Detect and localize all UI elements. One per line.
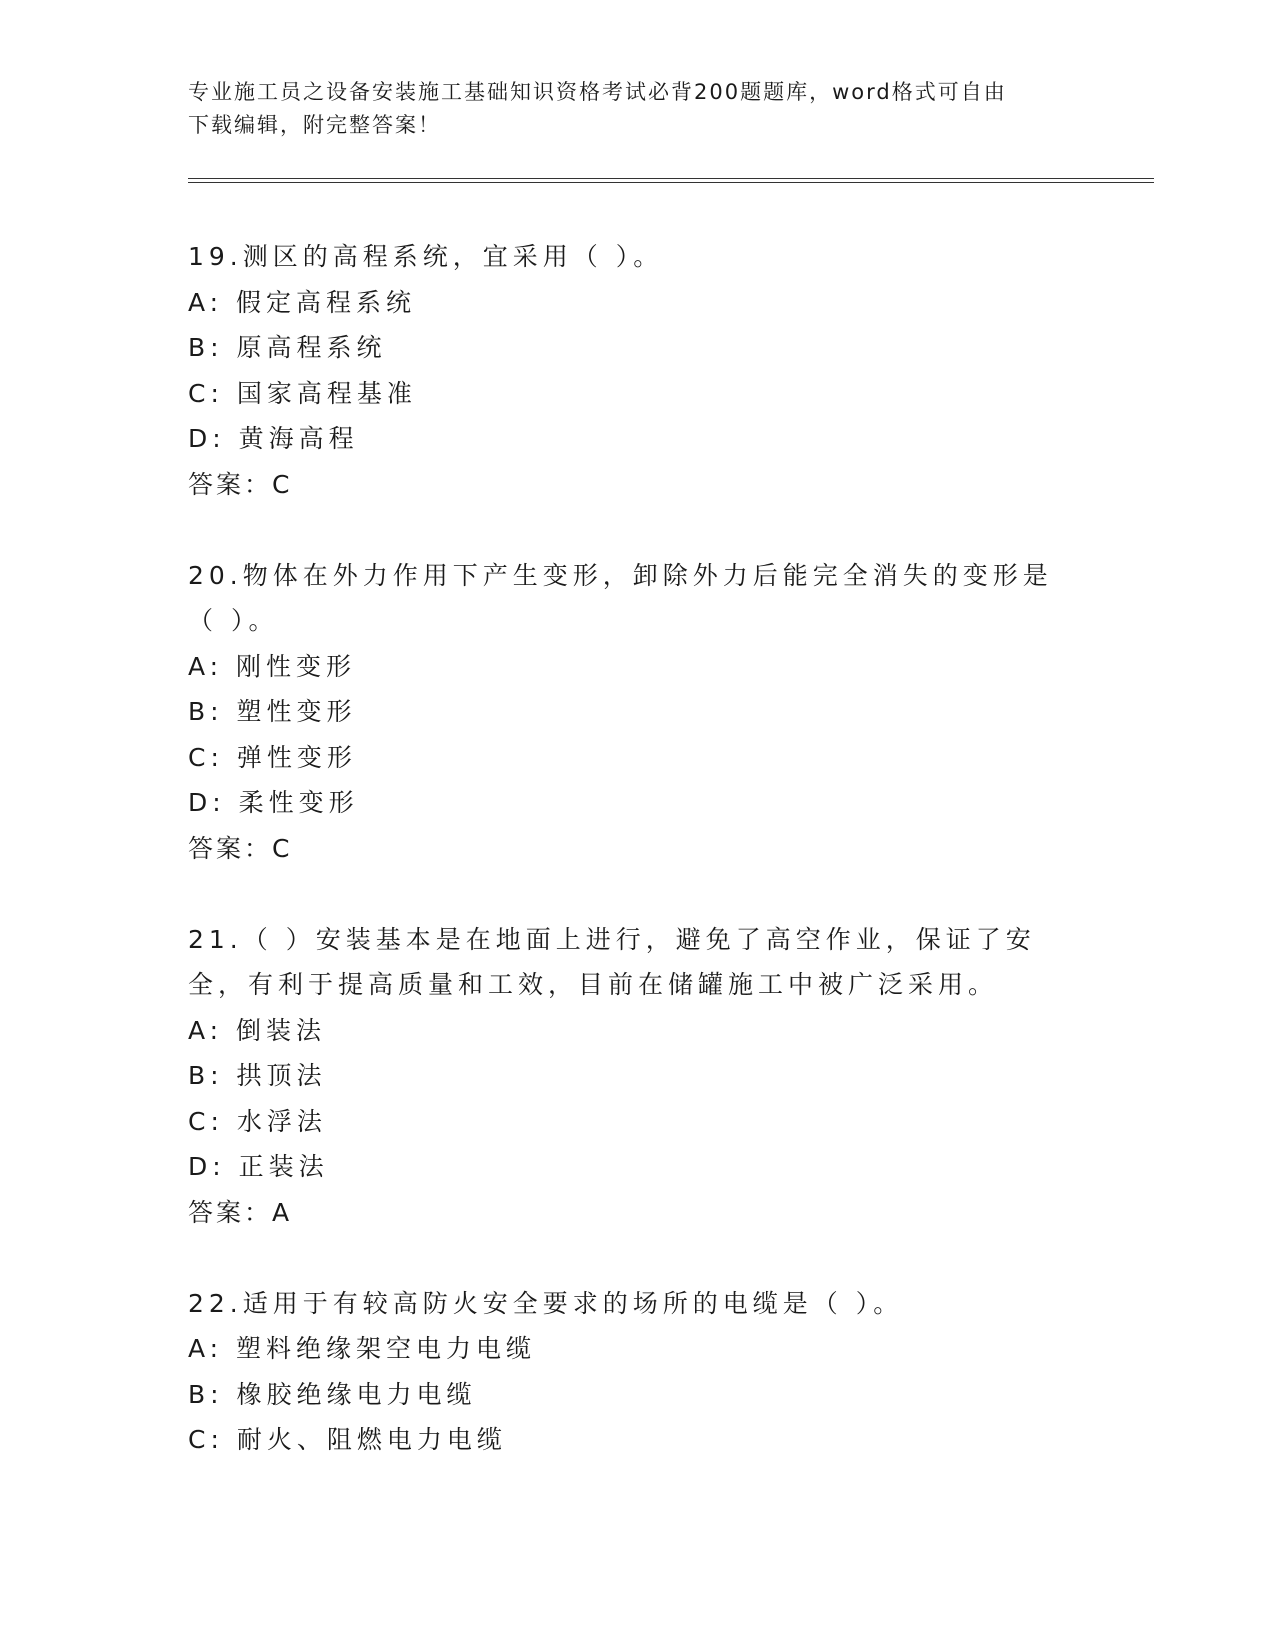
question-list <box>188 234 1068 1508</box>
question-20 <box>188 553 1068 872</box>
option-c: C: 国家高程基准 <box>188 378 417 408</box>
option-b: B: 塑性变形 <box>188 697 357 726</box>
option-b: B: 原高程系统 <box>188 333 387 362</box>
option-c: C: 耐火、阻燃电力电缆 <box>188 1425 507 1454</box>
question-stem: 22.适用于有较高防火安全要求的场所的电缆是（ ）。 <box>188 1288 904 1318</box>
question-21 <box>188 917 1068 1236</box>
option-b: B: 橡胶绝缘电力电缆 <box>188 1379 477 1409</box>
answer: 答案：A <box>188 1197 293 1227</box>
option-d: D: 黄海高程 <box>188 424 359 453</box>
document-header <box>188 76 1068 142</box>
question-19 <box>188 234 1068 507</box>
question-stem: 20.物体在外力作用下产生变形，卸除外力后能完全消失的变形是（ ）。 <box>188 560 1053 635</box>
header-divider <box>188 178 1154 183</box>
answer: 答案：C <box>188 469 293 499</box>
option-d: D: 正装法 <box>188 1152 329 1181</box>
question-stem: 19.测区的高程系统，宜采用（ ）。 <box>188 242 664 271</box>
option-b: B: 拱顶法 <box>188 1061 327 1090</box>
option-c: C: 水浮法 <box>188 1106 327 1136</box>
answer: 答案：C <box>188 833 293 863</box>
question-22 <box>188 1281 1068 1463</box>
option-c: C: 弹性变形 <box>188 742 357 772</box>
option-a: A: 假定高程系统 <box>188 287 417 317</box>
option-d: D: 柔性变形 <box>188 788 359 817</box>
header-line-1: 专业施工员之设备安装施工基础知识资格考试必背200题题库，word格式可自由 <box>188 80 1007 104</box>
question-stem: 21.（ ）安装基本是在地面上进行，避免了高空作业，保证了安全，有利于提高质量和工效，目前在储罐施工中被广泛采用。 <box>188 924 1036 999</box>
option-a: A: 塑料绝缘架空电力电缆 <box>188 1334 537 1363</box>
header-line-2: 下载编辑，附完整答案！ <box>188 113 441 137</box>
option-a: A: 倒装法 <box>188 1015 327 1045</box>
option-a: A: 刚性变形 <box>188 651 357 681</box>
